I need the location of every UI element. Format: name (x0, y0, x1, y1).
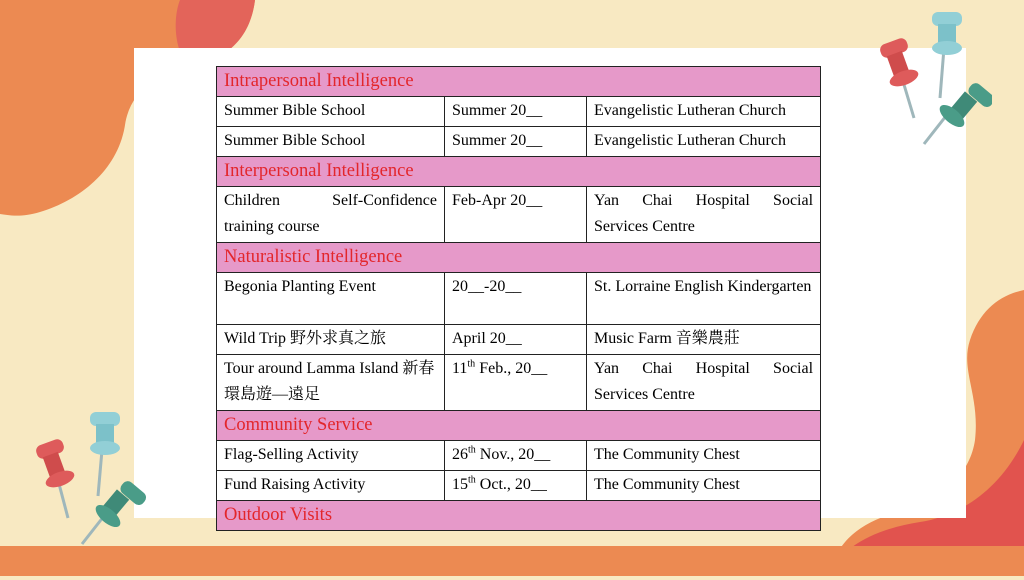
pushpin-cluster-bottom-left-icon (28, 406, 148, 546)
date-day: 26 (452, 446, 468, 463)
pushpin-blue-icon (932, 12, 962, 98)
venue-cell: Yan Chai Hospital Social Services Centre (587, 187, 821, 243)
venue-cell: The Community Chest (587, 471, 821, 501)
activities-table (216, 66, 821, 531)
table-row (217, 355, 821, 411)
venue-cell: Music Farm 音樂農莊 (587, 325, 821, 355)
section-header-row (217, 157, 821, 187)
section-header-row (217, 501, 821, 531)
table-row (217, 471, 821, 501)
table-row (217, 441, 821, 471)
section-title: Intrapersonal Intelligence (217, 67, 821, 97)
date-rest: Nov., 20__ (475, 446, 551, 463)
bottom-orange-band (0, 546, 1024, 576)
activity-cell: Wild Trip 野外求真之旅 (217, 325, 445, 355)
venue-cell: Evangelistic Lutheran Church (587, 97, 821, 127)
activity-cell: Children Self-Confidence training course (217, 187, 445, 243)
date-cell (445, 355, 587, 411)
venue-cell: Yan Chai Hospital Social Services Centre (587, 355, 821, 411)
table-row (217, 273, 821, 325)
pushpin-green-icon (924, 81, 992, 144)
date-cell: Summer 20__ (445, 97, 587, 127)
activity-cell: Flag-Selling Activity (217, 441, 445, 471)
section-header-row (217, 411, 821, 441)
activity-cell: Tour around Lamma Island 新春環島遊—遠足 (217, 355, 445, 411)
date-rest: Oct., 20__ (475, 476, 547, 493)
section-title: Interpersonal Intelligence (217, 157, 821, 187)
date-cell: Summer 20__ (445, 127, 587, 157)
table-row (217, 187, 821, 243)
section-header-row (217, 67, 821, 97)
date-ordinal: th (468, 444, 476, 456)
venue-cell: The Community Chest (587, 441, 821, 471)
section-header-row (217, 243, 821, 273)
venue-cell: Evangelistic Lutheran Church (587, 127, 821, 157)
pushpin-red-icon (878, 37, 920, 118)
pushpin-cluster-top-right-icon (872, 8, 992, 148)
date-rest: Feb., 20__ (475, 360, 548, 377)
date-cell: Feb-Apr 20__ (445, 187, 587, 243)
activity-cell: Fund Raising Activity (217, 471, 445, 501)
pushpin-red-icon (34, 438, 76, 518)
activity-cell: Summer Bible School (217, 97, 445, 127)
pushpin-blue-icon (90, 412, 120, 496)
section-title: Community Service (217, 411, 821, 441)
date-day: 11 (452, 360, 468, 377)
table-row (217, 97, 821, 127)
activity-cell: Summer Bible School (217, 127, 445, 157)
date-day: 15 (452, 476, 468, 493)
date-ordinal: th (468, 474, 476, 486)
venue-cell: St. Lorraine English Kindergarten (587, 273, 821, 325)
date-ordinal: th (467, 358, 476, 370)
table-row (217, 325, 821, 355)
table-row (217, 127, 821, 157)
section-title: Naturalistic Intelligence (217, 243, 821, 273)
date-cell: April 20__ (445, 325, 587, 355)
section-title: Outdoor Visits (217, 501, 821, 531)
date-cell: 20__-20__ (445, 273, 587, 325)
date-cell (445, 441, 587, 471)
pushpin-green-icon (82, 479, 148, 544)
date-cell (445, 471, 587, 501)
activity-cell: Begonia Planting Event (217, 273, 445, 325)
